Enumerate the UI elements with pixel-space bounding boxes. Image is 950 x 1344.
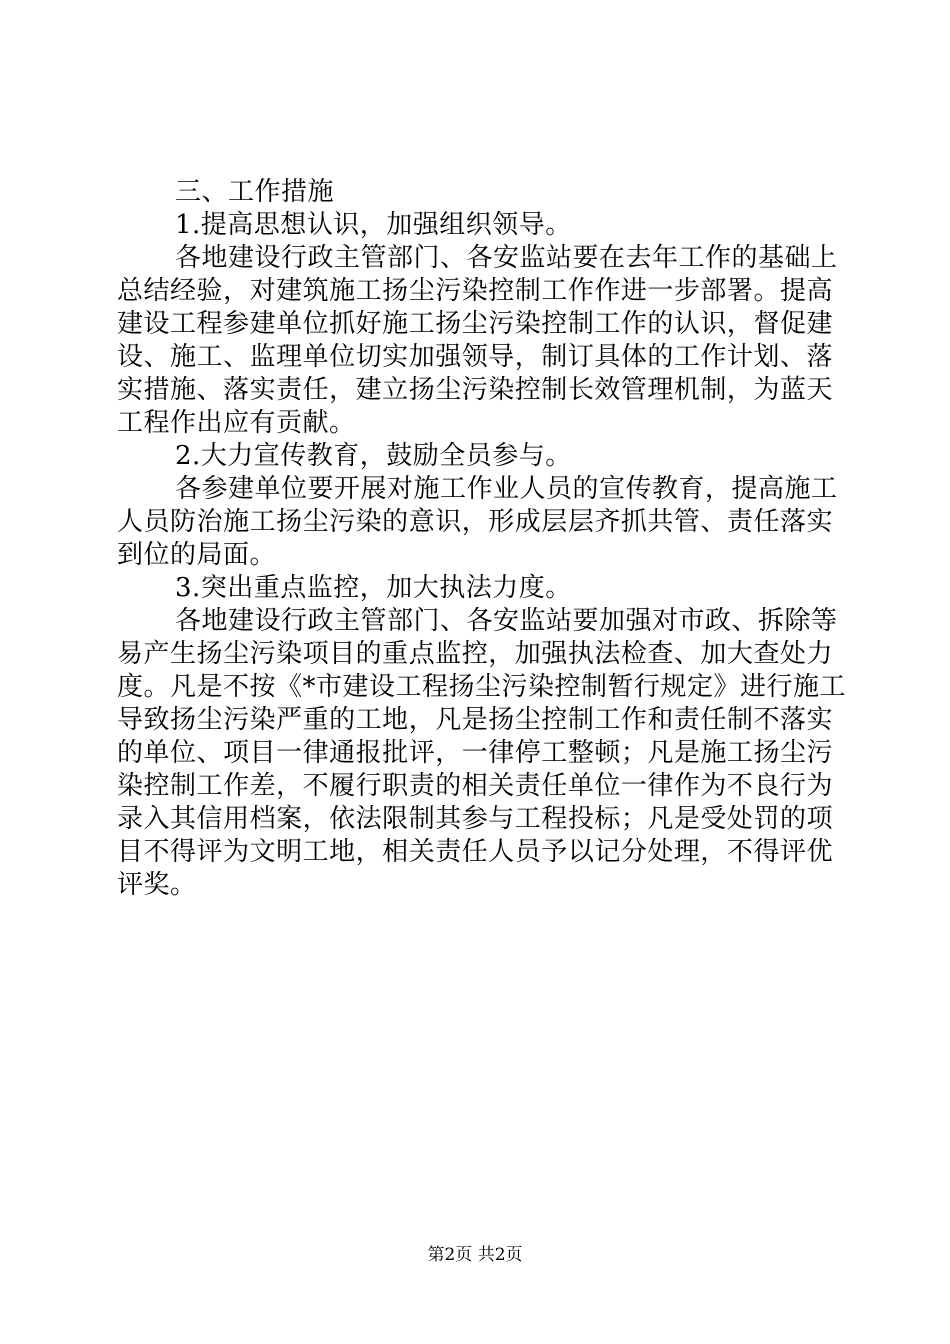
paragraph-line: 实措施、落实责任，建立扬尘污染控制长效管理机制，为蓝天 <box>117 375 833 405</box>
paragraph-line: 度。凡是不按《*市建设工程扬尘污染控制暂行规定》进行施工 <box>117 672 847 702</box>
paragraph-line: 建设工程参建单位抓好施工扬尘污染控制工作的认识，督促建 <box>117 309 833 339</box>
paragraph-line: 易产生扬尘污染项目的重点监控，加强执法检查、加大查处力 <box>117 639 833 669</box>
paragraph-line: 录入其信用档案，依法限制其参与工程投标；凡是受处罚的项 <box>117 804 833 834</box>
paragraph-line: 工程作出应有贡献。 <box>117 408 356 438</box>
paragraph-line: 染控制工作差，不履行职责的相关责任单位一律作为不良行为 <box>117 771 833 801</box>
paragraph-line: 设、施工、监理单位切实加强领导，制订具体的工作计划、落 <box>117 342 833 372</box>
subsection-heading-2: 2.大力宣传教育，鼓励全员参与。 <box>175 441 572 471</box>
paragraph-line: 人员防治施工扬尘污染的意识，形成层层齐抓共管、责任落实 <box>117 507 833 537</box>
paragraph-line: 各地建设行政主管部门、各安监站要加强对市政、拆除等 <box>175 606 838 636</box>
subsection-heading-3: 3.突出重点监控，加大执法力度。 <box>175 573 572 603</box>
paragraph-line: 目不得评为文明工地，相关责任人员予以记分处理，不得评优 <box>117 837 833 867</box>
paragraph-line: 导致扬尘污染严重的工地，凡是扬尘控制工作和责任制不落实 <box>117 705 833 735</box>
document-body <box>117 176 847 902</box>
section-heading: 三、工作措施 <box>175 177 335 207</box>
page-number-footer: 第2页 共2页 <box>427 1245 523 1265</box>
paragraph-line: 的单位、项目一律通报批评，一律停工整顿；凡是施工扬尘污 <box>117 738 833 768</box>
paragraph-line: 评奖。 <box>117 870 197 900</box>
paragraph-line: 到位的局面。 <box>117 540 277 570</box>
paragraph-line: 各参建单位要开展对施工作业人员的宣传教育，提高施工 <box>175 474 838 504</box>
paragraph-line: 各地建设行政主管部门、各安监站要在去年工作的基础上 <box>175 243 838 273</box>
paragraph-line: 总结经验，对建筑施工扬尘污染控制工作作进一步部署。提高 <box>117 276 833 306</box>
subsection-heading-1: 1.提高思想认识，加强组织领导。 <box>175 210 572 240</box>
